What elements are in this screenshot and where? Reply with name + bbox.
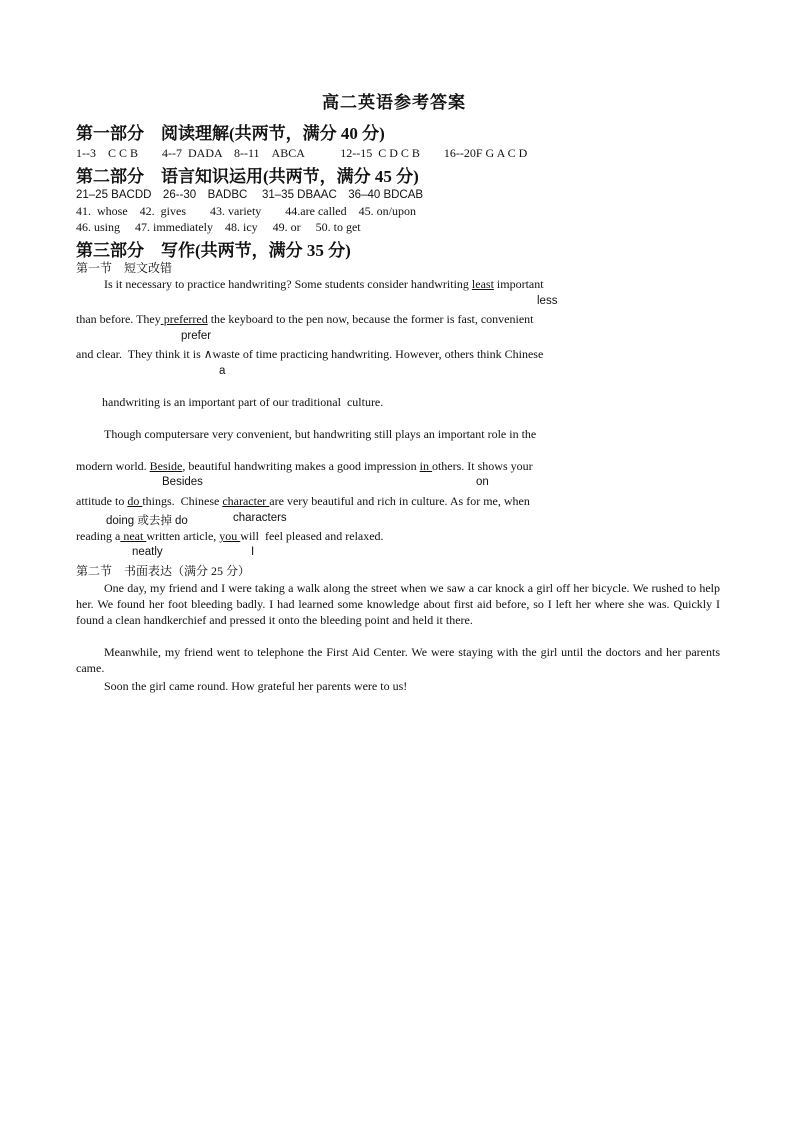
correction-line-3: and clear. They think it is ∧waste of time practicing handwriting. However, others think Chinese — [76, 347, 544, 361]
error-mark: neat — [120, 529, 147, 543]
part1-heading: 第一部分 阅读理解(共两节，满分 40 分) — [76, 124, 385, 143]
essay-paragraph-2: Meanwhile, my friend went to telephone the First Aid Center. We were staying with the girl until the doctors and her parents came. — [76, 645, 720, 675]
error-mark: Beside — [149, 459, 183, 473]
correction-line-4: handwriting is an important part of our traditional culture. — [102, 395, 384, 409]
page-title: 高二英语参考答案 — [322, 93, 466, 112]
part2-answers-line1: 21–25 BACDD 26--30 BADBC 31–35 DBAAC 36–40 BDCAB — [76, 189, 424, 201]
section2-label: 第二节 书面表达（满分 25 分） — [76, 564, 251, 578]
part2-heading: 第二部分 语言知识运用(共两节，满分 45 分) — [76, 167, 419, 186]
section1-label: 第一节 短文改错 — [76, 261, 173, 275]
part2-answers-line3: 46. using 47. immediately 48. icy 49. or 50. to get — [76, 220, 361, 234]
error-mark: do — [127, 494, 143, 508]
correction-word: prefer — [181, 330, 212, 342]
correction-word: Besides — [162, 476, 203, 488]
correction-word: I — [251, 546, 255, 558]
correction-word: characters — [233, 512, 287, 524]
error-mark: least — [471, 277, 494, 291]
correction-line-7: attitude to do things. Chinese character are very beautiful and rich in culture. As for me, when — [76, 494, 530, 508]
correction-line-6: modern world. Beside, beautiful handwriting makes a good impression in others. It shows your — [76, 459, 533, 473]
error-mark: in — [419, 459, 432, 473]
error-mark: you — [219, 529, 241, 543]
essay-paragraph-1: One day, my friend and I were taking a walk along the street when we saw a car knock a girl off her bicycle. We rushed to help her. We found her foot bleeding badly. I had learned some knowledge about first aid before, so I left her where she was. Quickly I found a clean handkerchief and pressed it onto the bleeding point and held it there. — [76, 581, 720, 627]
correction-word: on — [476, 476, 489, 488]
part2-answers-line2: 41. whose 42. gives 43. variety 44.are called 45. on/upon — [76, 204, 416, 218]
correction-line-8: reading a neat written article, you will feel pleased and relaxed. — [76, 529, 384, 543]
part3-heading: 第三部分 写作(共两节，满分 35 分) — [76, 241, 351, 260]
correction-line-1: Is it necessary to practice handwriting? Some students consider handwriting least important — [104, 277, 544, 291]
part1-answers: 1--3 C C B 4--7 DADA 8--11 ABCA 12--15 C D C B 16--20F G A C D — [76, 146, 528, 160]
essay-paragraph-3: Soon the girl came round. How grateful her parents were to us! — [104, 679, 408, 693]
correction-word: a — [219, 365, 226, 377]
correction-word: neatly — [132, 546, 163, 558]
error-mark: preferred — [160, 312, 208, 326]
error-mark: character — [222, 494, 270, 508]
correction-word: less — [537, 295, 558, 307]
correction-line-2: than before. They preferred the keyboard to the pen now, because the former is fast, convenient — [76, 312, 534, 326]
correction-line-5: Though computersare very convenient, but handwriting still plays an important role in the — [104, 427, 537, 441]
correction-word: doing 或去掉 do — [106, 515, 188, 527]
